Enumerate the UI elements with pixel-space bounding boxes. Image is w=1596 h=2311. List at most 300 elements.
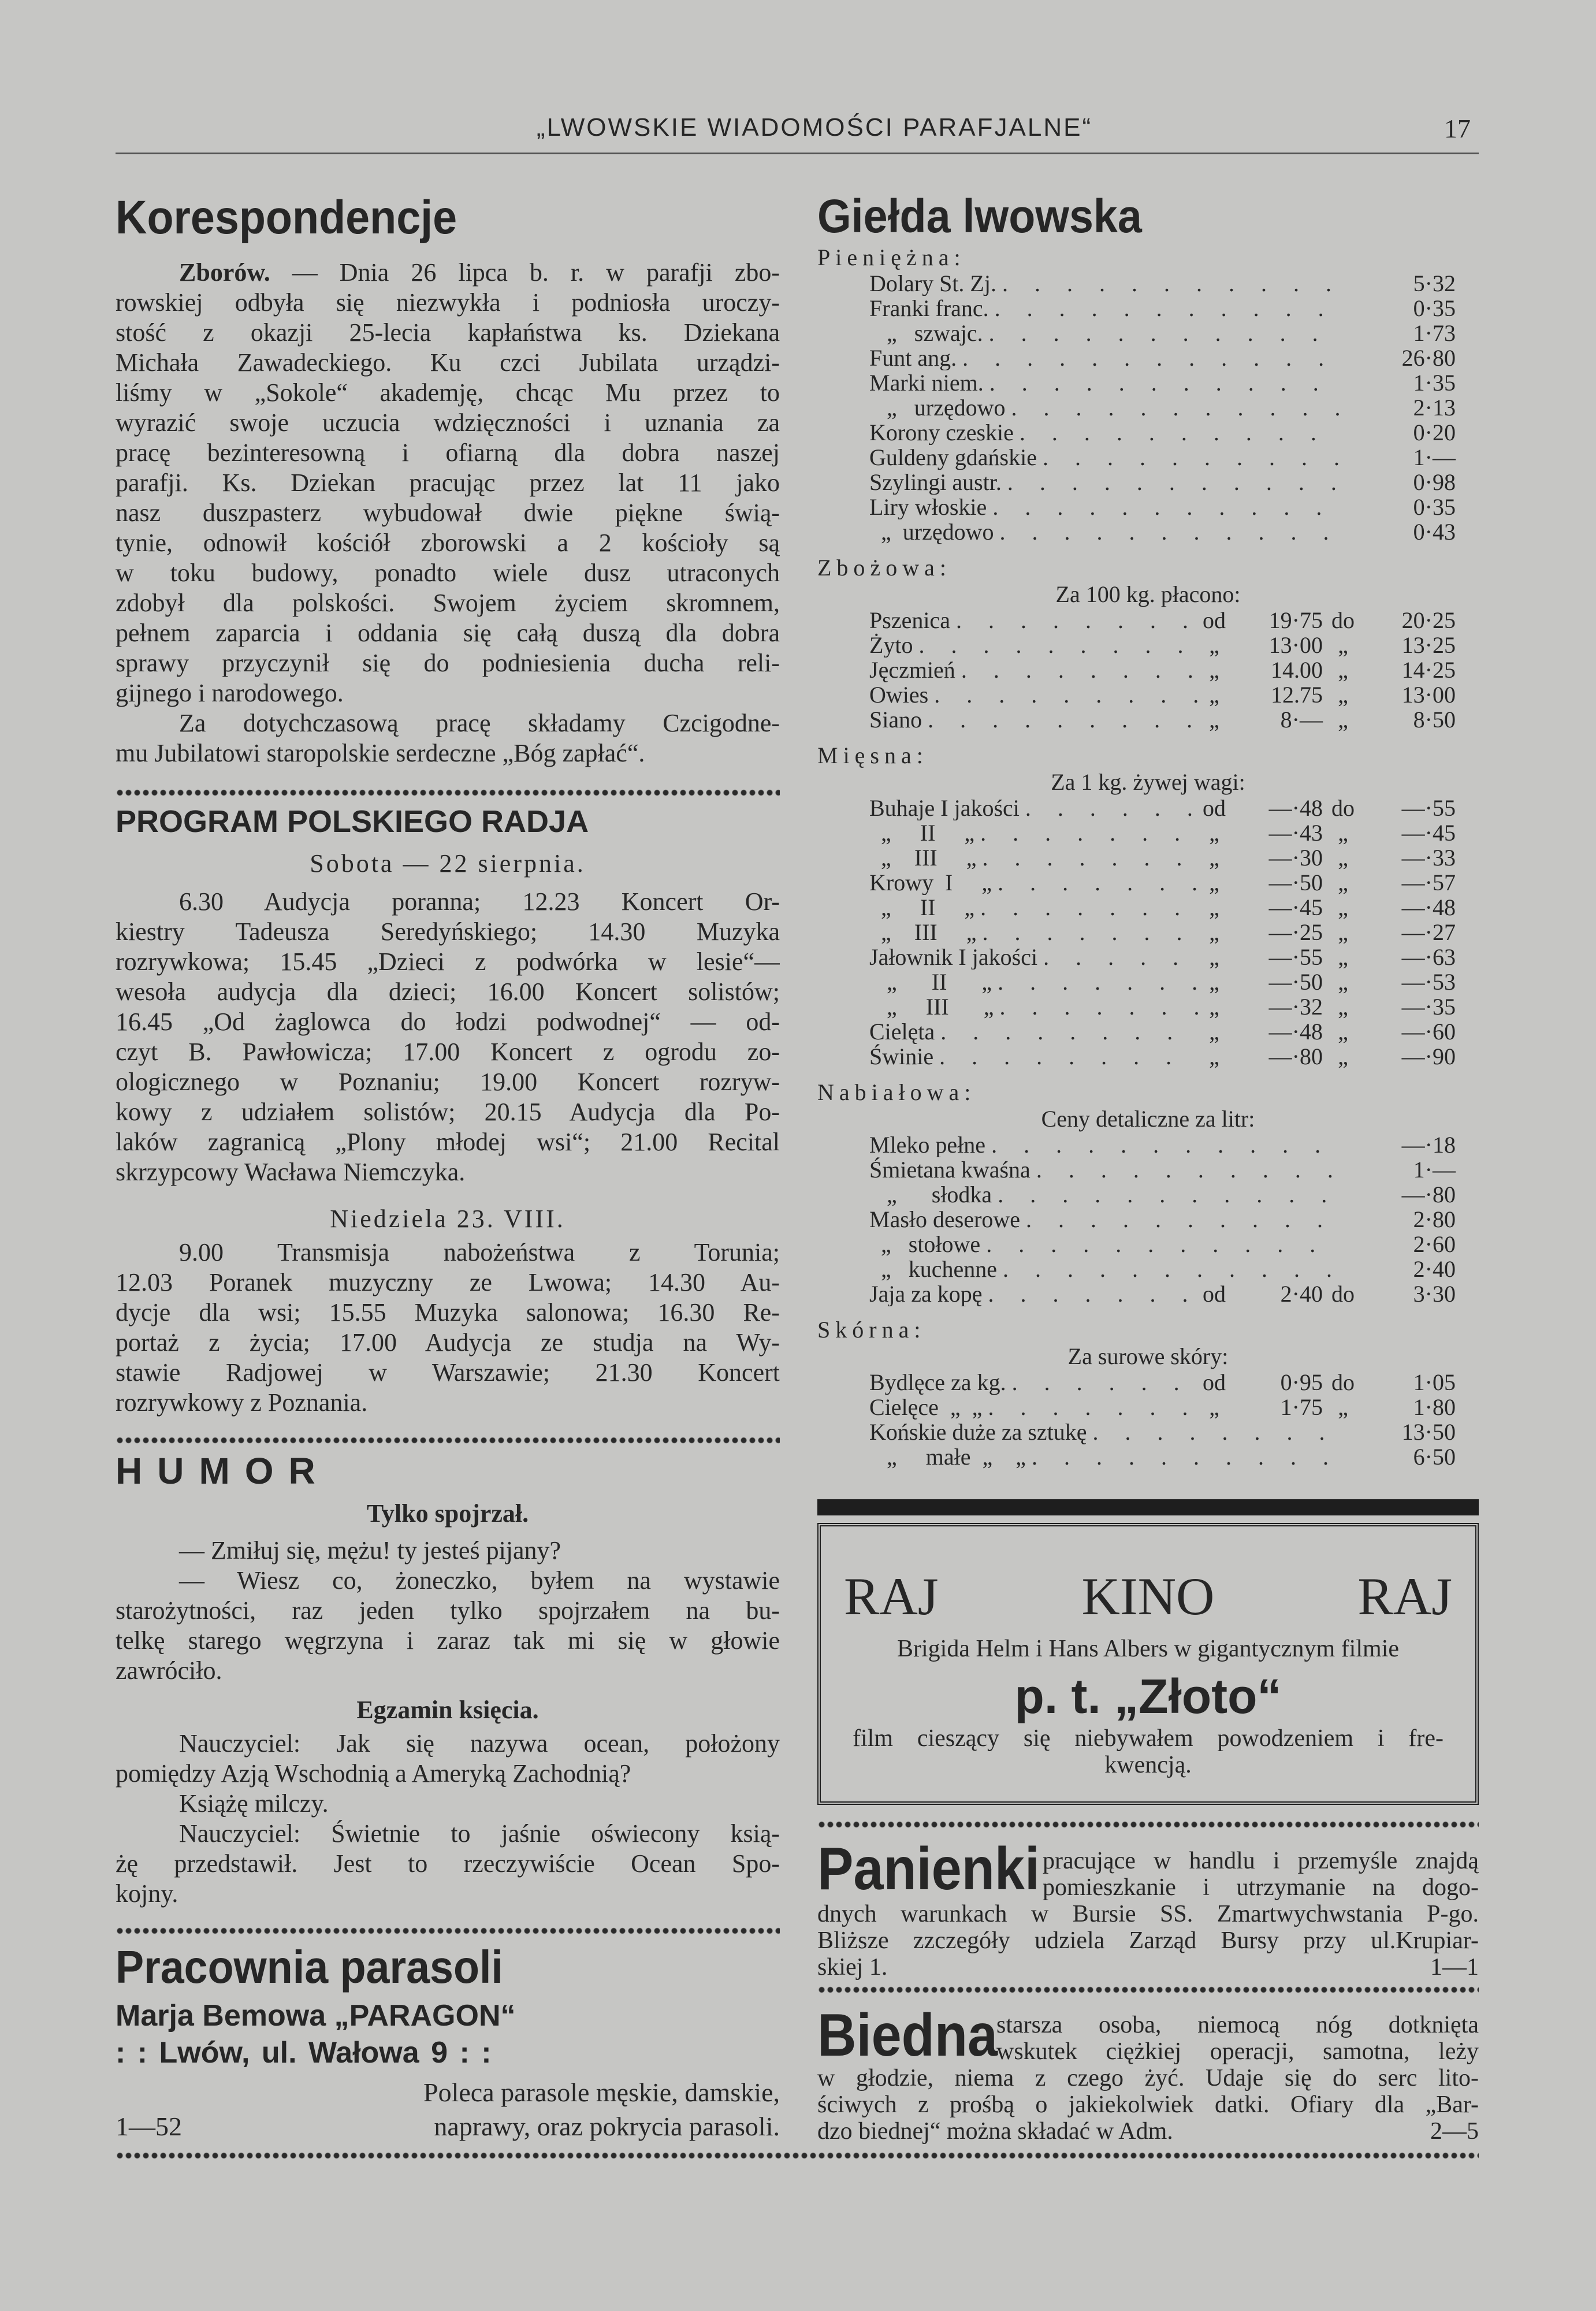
item-name: Owies xyxy=(869,682,929,707)
dot-leader xyxy=(997,1257,1340,1281)
text-line: pełnem zaparcia i oddania się całą duszą dla dobra xyxy=(116,619,780,647)
price-value: 0·35 xyxy=(1413,295,1456,321)
price-to: 13·25 xyxy=(1401,632,1456,658)
ad-code: 2—5 xyxy=(1430,2118,1479,2145)
range-to-label: „ xyxy=(1338,944,1348,970)
item-name: „ kuchenne xyxy=(869,1257,998,1281)
text-line: 12.03 Poranek muzyczny ze Lwowa; 14.30 Au- xyxy=(116,1268,780,1296)
table-row xyxy=(817,1370,1479,1395)
dot-leader xyxy=(985,1132,1340,1157)
dot-leader xyxy=(982,1281,1198,1306)
market-section-subtitle: Za surowe skóry: xyxy=(1067,1343,1229,1369)
range-to-label: „ xyxy=(1338,1043,1348,1069)
ornament-divider xyxy=(817,1986,1479,1994)
price-value: —·18 xyxy=(1401,1132,1456,1158)
item-name: Masło deserowe xyxy=(869,1207,1021,1232)
item-name: Franki franc. xyxy=(869,296,989,321)
range-to-label: „ xyxy=(1338,1019,1348,1045)
price-to: —·33 xyxy=(1401,845,1456,871)
item-name: Marki niem. xyxy=(869,370,984,395)
dot-leader xyxy=(994,519,1340,544)
text-line: dycje dla wsi; 15.55 Muzyka salonowa; 16.30 Re- xyxy=(116,1298,780,1327)
ad-headline: Panienki xyxy=(817,1836,1040,1903)
table-row xyxy=(817,820,1479,845)
item-name: „ II „ xyxy=(869,895,975,920)
table-row xyxy=(817,321,1479,345)
cinema-name-right: RAJ xyxy=(1357,1567,1452,1626)
item-name: Jaja za kopę xyxy=(869,1281,983,1306)
text-line: liśmy w „Sokole“ akademję, chcąc Mu przez to xyxy=(116,378,780,407)
table-row xyxy=(817,945,1479,969)
table-row xyxy=(817,271,1479,296)
text-line: nasz duszpasterz wybudował dwie piękne świą- xyxy=(116,499,780,527)
item-name: Szylingi austr. xyxy=(869,470,1002,495)
price-to: 3·30 xyxy=(1413,1281,1456,1307)
text-line: pomieszkanie i utrzymanie na dogo- xyxy=(1043,1874,1479,1901)
dot-leader xyxy=(996,271,1340,296)
text-line: Nauczyciel: Świetnie to jaśnie oświecony ksią- xyxy=(179,1819,780,1848)
text-line: Bliższe zzczegóły udziela Zarząd Bursy przy ul.Krupiar- xyxy=(817,1927,1479,1954)
text-line: pracę bezinteresowną i ofiarną dla dobra naszej xyxy=(116,439,780,467)
text-line: Książę milczy. xyxy=(179,1789,329,1818)
page-number: 17 xyxy=(1444,114,1471,143)
header-rule xyxy=(116,153,1479,154)
table-row xyxy=(817,895,1479,920)
item-name: Krowy I „ xyxy=(869,870,992,895)
row-label xyxy=(869,1232,1340,1257)
joke-paragraph xyxy=(116,1536,780,1566)
range-to-label: „ xyxy=(1338,894,1348,920)
table-row xyxy=(817,707,1479,732)
market-section-label: Nabiałowa: xyxy=(817,1079,976,1105)
text-line: ologicznego w Poznaniu; 19.00 Koncert rozryw- xyxy=(116,1068,780,1096)
price-value: 2·40 xyxy=(1413,1256,1456,1282)
price-to: 13·00 xyxy=(1401,682,1456,708)
ornament-divider xyxy=(116,789,780,797)
range-from-label: od xyxy=(1203,1369,1226,1395)
price-to: —·48 xyxy=(1401,894,1456,920)
price-value: 1·— xyxy=(1413,1157,1456,1183)
row-label xyxy=(869,657,1198,682)
row-label xyxy=(869,633,1198,657)
price-to: —·60 xyxy=(1401,1019,1456,1045)
dot-leader xyxy=(976,845,1198,870)
item-name: „ II „ xyxy=(869,969,992,994)
dot-leader xyxy=(1030,1157,1340,1182)
market-section-label: Mięsna: xyxy=(817,742,928,768)
newspaper-title: „LWOWSKIE WIADOMOŚCI PARAFJALNE“ xyxy=(536,113,1093,142)
item-name: „ III „ xyxy=(869,920,977,945)
item-name: Guldeny gdańskie xyxy=(869,445,1037,470)
row-label xyxy=(869,845,1198,870)
range-to-label: „ xyxy=(1338,707,1348,733)
row-label xyxy=(869,271,1340,296)
item-name: Dolary St. Zj. xyxy=(869,271,996,296)
table-row xyxy=(817,519,1479,544)
dot-leader xyxy=(980,1232,1340,1257)
ornament-divider xyxy=(116,1927,780,1935)
item-name: „ stołowe xyxy=(869,1232,981,1257)
joke-paragraph xyxy=(116,1729,780,1789)
text-line: dnych warunkach w Bursie SS. Zmartwychwstania P-go. xyxy=(817,1901,1479,1927)
row-label xyxy=(869,1395,1198,1420)
row-label xyxy=(869,796,1198,820)
range-from-label: „ xyxy=(1209,994,1219,1020)
text-line: 16.45 „Od żaglowca do łodzi podwodnej“ — od- xyxy=(116,1008,780,1036)
range-to-label: „ xyxy=(1338,657,1348,683)
range-from-label: „ xyxy=(1209,820,1219,846)
row-label xyxy=(869,1132,1340,1157)
row-label xyxy=(869,296,1340,321)
price-value: 6·50 xyxy=(1413,1444,1456,1470)
table-row xyxy=(817,608,1479,633)
item-name: Cielęta xyxy=(869,1019,935,1044)
text-line: telkę starego węgrzyna i zaraz tak mi się w głowie xyxy=(116,1626,780,1655)
range-from-label: „ xyxy=(1209,919,1219,945)
humor-heading: HUMOR xyxy=(116,1450,330,1492)
film-cast: Brigida Helm i Hans Albers w gigantycznym filmie xyxy=(897,1636,1399,1662)
text-line: kowy z udziałem solistów; 20.15 Audycja dla Po- xyxy=(116,1098,780,1126)
text-line: rozrywkowa; 15.45 „Dzieci z podwórka w lesie“— xyxy=(116,948,780,976)
dot-leader xyxy=(983,321,1340,345)
row-label xyxy=(869,920,1198,945)
table-row xyxy=(817,1444,1479,1469)
radio-day-sunday: Niedziela 23. VIII. xyxy=(330,1205,566,1233)
dot-leader xyxy=(935,1019,1198,1044)
radio-day-saturday: Sobota — 22 sierpnia. xyxy=(310,849,586,878)
text-line xyxy=(116,258,780,288)
text-line: w głodzie, niema z czego żyć. Udaje się do serc lito- xyxy=(817,2065,1479,2091)
ad-code: 1—52 xyxy=(116,2112,182,2141)
table-row xyxy=(817,796,1479,820)
range-from-label: „ xyxy=(1209,870,1219,896)
range-from-label: „ xyxy=(1209,944,1219,970)
price-from: —·43 xyxy=(1268,820,1323,846)
dot-leader xyxy=(989,296,1340,321)
table-row xyxy=(817,1257,1479,1281)
dot-leader xyxy=(976,920,1198,945)
text-line: tynie, odnowił kościół zborowski a 2 kościoły są xyxy=(116,529,780,557)
bottom-ornament-divider xyxy=(116,2152,1479,2160)
dot-leader xyxy=(1020,796,1198,820)
item-name: „ urzędowo xyxy=(869,519,994,544)
cinema-name-left: RAJ xyxy=(844,1567,939,1626)
range-to-label: „ xyxy=(1338,845,1348,871)
table-row xyxy=(817,1182,1479,1207)
text-line: film cieszący się niebywałem powodzeniem i fre- xyxy=(853,1725,1444,1752)
ornament-divider xyxy=(817,1820,1479,1829)
dot-leader xyxy=(992,870,1198,895)
price-value: 2·13 xyxy=(1413,395,1456,421)
text-line: laków zagranicą „Plony młodej wsi“; 21.00 Recital xyxy=(116,1128,780,1156)
price-value: 2·80 xyxy=(1413,1206,1456,1232)
joke-paragraph xyxy=(116,1566,780,1686)
text-line: pomiędzy Azją Wschodnią a Ameryką Zachodnią? xyxy=(116,1759,631,1788)
price-value: 5·32 xyxy=(1413,270,1456,296)
text-line: kiestry Tadeusza Seredyńskiego; 14.30 Muzyka xyxy=(116,917,780,946)
table-row xyxy=(817,1207,1479,1232)
row-label xyxy=(869,370,1340,395)
text-line: zdobył dla polskości. Swojem życiem skromnem, xyxy=(116,589,780,617)
text-line: stawie Radjowej w Warszawie; 21.30 Koncert xyxy=(116,1358,780,1387)
black-rule xyxy=(817,1499,1479,1515)
price-to: 14·25 xyxy=(1401,657,1456,683)
range-to-label: „ xyxy=(1338,969,1348,995)
row-label xyxy=(869,1420,1340,1444)
ad-code: 1—1 xyxy=(1430,1954,1479,1981)
text-line: kwencją. xyxy=(1104,1752,1192,1778)
table-row xyxy=(817,994,1479,1019)
table-row xyxy=(817,1232,1479,1257)
price-from: —·80 xyxy=(1268,1043,1323,1069)
price-from: —·48 xyxy=(1268,795,1323,821)
row-label xyxy=(869,321,1340,345)
table-row xyxy=(817,1281,1479,1306)
item-name: Cielęce „ „ xyxy=(869,1395,983,1420)
text-line: wskutek ciężkiej operacji, samotna, leży xyxy=(996,2038,1479,2065)
table-row xyxy=(817,495,1479,519)
text-line: wyrazić swoje uczucia wdzięczności i uznania za xyxy=(116,408,780,437)
market-section-subtitle: Za 100 kg. płacono: xyxy=(1055,581,1241,607)
range-to-label: „ xyxy=(1338,632,1348,658)
dot-leader xyxy=(974,895,1198,920)
price-value: 1·35 xyxy=(1413,370,1456,396)
biedna-ad xyxy=(817,2000,1479,2145)
parasole-address: : : Lwów, ul. Wałowa 9 : : xyxy=(116,2036,492,2070)
text-line: czyt B. Pawłowicza; 17.00 Koncert z ogrodu zo- xyxy=(116,1038,780,1066)
row-label xyxy=(869,345,1340,370)
table-row xyxy=(817,1044,1479,1069)
price-from: 1·75 xyxy=(1280,1394,1323,1420)
text-span: — Dnia 26 lipca b. r. w parafji zbo- xyxy=(292,258,780,287)
dot-leader xyxy=(1020,1207,1340,1232)
dot-leader xyxy=(994,994,1198,1019)
price-from: 8·— xyxy=(1280,707,1323,733)
range-to-label: „ xyxy=(1338,820,1348,846)
text-line: mu Jubilatowi staropolskie serdeczne „Bóg zapłać“. xyxy=(116,739,645,767)
text-line: gijnego i narodowego. xyxy=(116,679,344,707)
table-row xyxy=(817,682,1479,707)
table-row xyxy=(817,1157,1479,1182)
joke-paragraph xyxy=(116,1819,780,1909)
item-name: „ urzędowo xyxy=(869,395,1006,420)
text-line: rozrywkowy z Poznania. xyxy=(116,1388,368,1417)
ad-text xyxy=(817,1901,1479,1954)
price-value: 1·— xyxy=(1413,444,1456,470)
item-name: „ szwajc. xyxy=(869,321,983,345)
item-name: Żyto xyxy=(869,633,913,657)
item-name: Końskie duże za sztukę xyxy=(869,1420,1087,1444)
table-row xyxy=(817,296,1479,321)
text-line: kojny. xyxy=(116,1879,178,1908)
dot-leader xyxy=(987,495,1340,519)
table-row xyxy=(817,969,1479,994)
price-value: 1·73 xyxy=(1413,320,1456,346)
panienki-ad xyxy=(817,1837,1479,1981)
dot-leader xyxy=(922,707,1198,732)
dot-leader xyxy=(957,345,1340,370)
table-row xyxy=(817,1395,1479,1420)
price-value: 0·98 xyxy=(1413,469,1456,495)
dot-leader xyxy=(950,608,1198,633)
parasole-offer: naprawy, oraz pokrycia parasoli. xyxy=(434,2112,780,2141)
market-section-label: Skórna: xyxy=(817,1317,926,1343)
text-line: Michała Zawadeckiego. Ku czci Jubilata urządzi- xyxy=(116,348,780,377)
joke-title: Egzamin księcia. xyxy=(356,1696,539,1724)
row-label xyxy=(869,1044,1198,1069)
range-from-label: „ xyxy=(1209,969,1219,995)
text-line: Nauczyciel: Jak się nazywa ocean, położony xyxy=(179,1729,780,1758)
section-gap xyxy=(817,1069,1479,1079)
range-to-label: do xyxy=(1331,607,1355,633)
dot-leader xyxy=(1006,1370,1198,1395)
row-label xyxy=(869,1207,1340,1232)
text-line: skrzypcowy Wacława Niemczyka. xyxy=(116,1158,466,1186)
table-row xyxy=(817,345,1479,370)
range-from-label: „ xyxy=(1209,1019,1219,1045)
row-label xyxy=(869,994,1198,1019)
item-name: „ II „ xyxy=(869,820,975,845)
dot-leader xyxy=(1087,1420,1340,1444)
price-to: —·35 xyxy=(1401,994,1456,1020)
price-from: 13·00 xyxy=(1268,632,1323,658)
item-name: Jałownik I jakości xyxy=(869,945,1038,969)
item-name: Pszenica xyxy=(869,608,950,633)
dot-leader xyxy=(955,657,1198,682)
range-to-label: „ xyxy=(1338,682,1348,708)
table-row xyxy=(817,845,1479,870)
range-from-label: od xyxy=(1203,1281,1226,1307)
range-from-label: „ xyxy=(1209,845,1219,871)
price-to: 8·50 xyxy=(1413,707,1456,733)
radio-heading: PROGRAM POLSKIEGO RADJA xyxy=(116,804,589,839)
gielda-heading: Giełda lwowska xyxy=(817,190,1142,243)
range-to-label: „ xyxy=(1338,919,1348,945)
dot-leader xyxy=(982,1395,1198,1420)
item-name: „ słodka xyxy=(869,1182,992,1207)
price-from: —·32 xyxy=(1268,994,1323,1020)
row-label xyxy=(869,945,1198,969)
row-label xyxy=(869,1370,1198,1395)
price-from: —·50 xyxy=(1268,969,1323,995)
ad-text xyxy=(996,2012,1479,2065)
text-line: 6.30 Audycja poranna; 12.23 Koncert Or- xyxy=(179,887,780,916)
range-from-label: od xyxy=(1203,607,1226,633)
range-from-label: „ xyxy=(1209,682,1219,708)
film-description xyxy=(821,1725,1475,1778)
row-label xyxy=(869,445,1340,470)
joke-paragraph xyxy=(116,1789,780,1819)
range-from-label: od xyxy=(1203,795,1226,821)
ad-text xyxy=(1043,1848,1479,1901)
row-label xyxy=(869,820,1198,845)
exchange-table xyxy=(817,244,1479,1469)
price-from: —·45 xyxy=(1268,894,1323,920)
joke-title: Tylko spojrzał. xyxy=(366,1499,529,1528)
parasole-offer: Poleca parasole męskie, damskie, xyxy=(423,2078,780,2107)
table-row xyxy=(817,470,1479,495)
joke-body xyxy=(116,1729,780,1909)
dot-leader xyxy=(1002,470,1340,495)
article-paragraph xyxy=(116,708,780,768)
item-name: Siano xyxy=(869,707,922,732)
text-line: rowskiej odbyła się niezwykła i podniosła uroczy- xyxy=(116,288,780,317)
price-to: —·57 xyxy=(1401,870,1456,896)
market-section-label: Zbożowa: xyxy=(817,555,951,581)
text-line: Za dotychczasową pracę składamy Czcigodne- xyxy=(179,709,780,737)
price-value: 26·80 xyxy=(1401,345,1456,371)
range-to-label: do xyxy=(1331,795,1355,821)
row-label xyxy=(869,470,1340,495)
row-label xyxy=(869,707,1198,732)
text-line: ściwych z prośbą o jakiekolwiek datki. Ofiary dla „Bar- xyxy=(817,2091,1479,2118)
table-row xyxy=(817,1132,1479,1157)
item-name: Śmietana kwaśna xyxy=(869,1157,1030,1182)
article-lead: Zborów. xyxy=(179,258,270,287)
text-line: starożytności, raz jeden tylko spojrzałem na bu- xyxy=(116,1596,780,1625)
dot-leader xyxy=(1026,1444,1340,1469)
ad-headline: Biedna xyxy=(817,2002,998,2069)
row-label xyxy=(869,969,1198,994)
row-label xyxy=(869,895,1198,920)
price-value: 13·50 xyxy=(1401,1419,1456,1445)
table-row xyxy=(817,420,1479,445)
item-name: Bydlęce za kg. xyxy=(869,1370,1006,1395)
price-from: —·25 xyxy=(1268,919,1323,945)
dot-leader xyxy=(1014,420,1340,445)
dot-leader xyxy=(933,1044,1198,1069)
range-from-label: „ xyxy=(1209,707,1219,733)
ad-text xyxy=(817,2065,1479,2118)
table-row xyxy=(817,920,1479,945)
row-label xyxy=(869,1257,1340,1281)
price-to: 1·05 xyxy=(1413,1369,1456,1395)
dot-leader xyxy=(928,682,1198,707)
price-from: —·30 xyxy=(1268,845,1323,871)
text-line: portaż z życia; 17.00 Audycja ze studja na Wy- xyxy=(116,1328,780,1357)
dot-leader xyxy=(992,969,1198,994)
row-label xyxy=(869,395,1340,420)
price-from: —·50 xyxy=(1268,870,1323,896)
text-line: starsza osoba, niemocą nóg dotknięta xyxy=(996,2012,1479,2038)
dot-leader xyxy=(992,1182,1340,1207)
price-value: 0·20 xyxy=(1413,419,1456,445)
parasole-owner: Marja Bemowa „PARAGON“ xyxy=(116,1999,516,2033)
table-row xyxy=(817,395,1479,420)
item-name: Buhaje I jakości xyxy=(869,796,1020,820)
table-row xyxy=(817,657,1479,682)
ad-last-line xyxy=(817,1954,1479,1981)
text-line: zawróciło. xyxy=(116,1656,222,1685)
text-line: żę przedstawił. Jest to rzeczywiście Ocean Spo- xyxy=(116,1849,780,1878)
row-label xyxy=(869,1157,1340,1182)
market-section-label: Pieniężna: xyxy=(817,244,966,270)
row-label xyxy=(869,1182,1340,1207)
price-from: 12.75 xyxy=(1271,682,1323,708)
row-label xyxy=(869,519,1340,544)
radio-program-sunday xyxy=(116,1238,780,1418)
price-from: —·55 xyxy=(1268,944,1323,970)
dot-leader xyxy=(1037,445,1340,470)
korespondencje-heading: Korespondencje xyxy=(116,191,457,244)
text-line: sprawy przyczynił się do podniesienia ducha reli- xyxy=(116,649,780,677)
item-name: Świnie xyxy=(869,1044,934,1069)
dot-leader xyxy=(913,633,1198,657)
article-paragraph xyxy=(116,288,780,708)
dot-leader xyxy=(1037,945,1198,969)
range-to-label: „ xyxy=(1338,994,1348,1020)
item-name: Korony czeskie xyxy=(869,420,1014,445)
